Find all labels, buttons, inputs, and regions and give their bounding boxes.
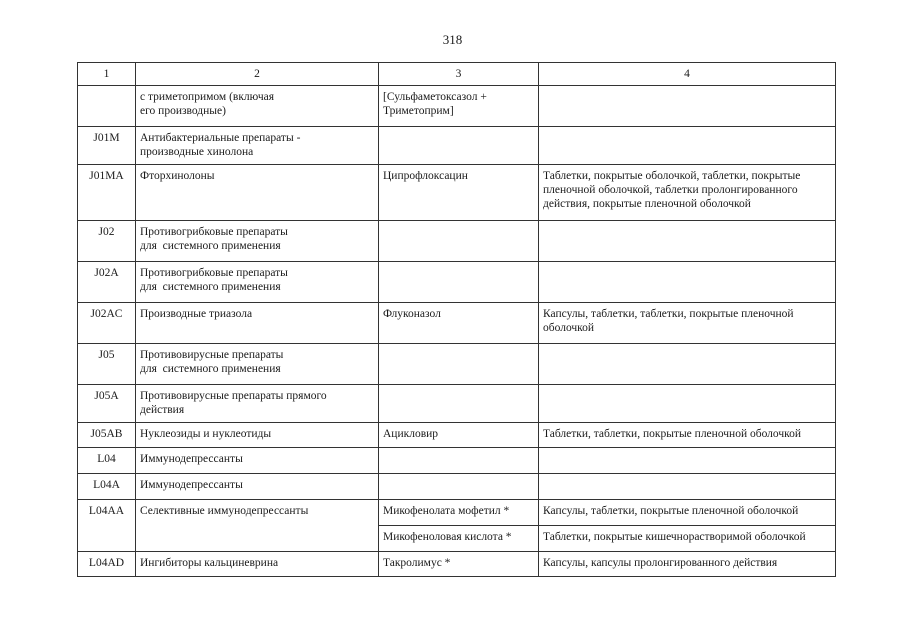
group-name-line: Противогрибковые препараты (140, 226, 288, 238)
group-name-line: действия (140, 404, 185, 416)
atc-code-cell: J05AB (78, 423, 136, 448)
table-row (78, 500, 836, 526)
dosage-form-cell (539, 86, 836, 127)
group-name-line: Иммунодепрессанты (140, 479, 243, 491)
dosage-form-cell (539, 423, 836, 448)
table-row (78, 448, 836, 474)
atc-group-name-cell (136, 448, 379, 474)
atc-group-name-cell (136, 344, 379, 385)
atc-code-cell: J02 (78, 221, 136, 262)
atc-group-name-cell (136, 165, 379, 221)
medication-table (77, 62, 836, 577)
drug-name-line: Триметоприм] (383, 105, 454, 117)
group-name-line: Противогрибковые препараты (140, 267, 288, 279)
group-name-line: производные хинолона (140, 146, 254, 158)
table-row (78, 344, 836, 385)
atc-code-cell: J05 (78, 344, 136, 385)
dosage-form-cell (539, 500, 836, 526)
drug-name-line: Такролимус * (383, 557, 451, 569)
atc-code-cell: L04AD (78, 552, 136, 577)
table-row (78, 221, 836, 262)
atc-group-name-cell (136, 221, 379, 262)
atc-code-cell: J02AC (78, 303, 136, 344)
drug-name-line: [Сульфаметоксазол + (383, 91, 487, 103)
dosage-form-cell (539, 552, 836, 577)
group-name-line: Селективные иммунодепрессанты (140, 505, 309, 517)
atc-group-name-cell (136, 86, 379, 127)
dosage-form-cell (539, 448, 836, 474)
dosage-form-cell (539, 221, 836, 262)
drug-name-cell (379, 448, 539, 474)
group-name-line: Ингибиторы кальциневрина (140, 557, 279, 569)
atc-code-cell: J05A (78, 385, 136, 423)
header-row (78, 63, 836, 86)
table-row (78, 86, 836, 127)
dosage-form-cell (539, 303, 836, 344)
group-name-line: Фторхинолоны (140, 170, 215, 182)
column-header-2: 2 (136, 63, 379, 86)
dosage-form-line: Капсулы, капсулы пролонгированного действия (543, 557, 778, 569)
drug-name-cell (379, 86, 539, 127)
atc-group-name-cell (136, 423, 379, 448)
drug-name-cell (379, 526, 539, 552)
dosage-form-line: Таблетки, покрытые кишечнорастворимой оболочкой (543, 531, 806, 543)
atc-code-cell: L04A (78, 474, 136, 500)
column-header-4: 4 (539, 63, 836, 86)
column-header-1: 1 (78, 63, 136, 86)
dosage-form-line: действия, покрытые пленочной оболочкой (543, 198, 751, 210)
atc-code-cell: L04AA (78, 500, 136, 552)
group-name-line: Антибактериальные препараты - (140, 132, 301, 144)
drug-name-cell (379, 165, 539, 221)
dosage-form-line: Таблетки, таблетки, покрытые пленочной оболочкой (543, 428, 802, 440)
drug-name-line: Ципрофлоксацин (383, 170, 468, 182)
atc-group-name-cell (136, 474, 379, 500)
dosage-form-cell (539, 385, 836, 423)
group-name-line: для системного применения (140, 363, 281, 375)
group-name-line: его производные) (140, 105, 226, 117)
drug-name-line: Микофеноловая кислота * (383, 531, 512, 543)
atc-group-name-cell (136, 127, 379, 165)
atc-group-name-cell (136, 500, 379, 552)
group-name-line: для системного применения (140, 240, 281, 252)
drug-name-cell (379, 127, 539, 165)
dosage-form-line: оболочкой (543, 322, 595, 334)
group-name-line: Противовирусные препараты (140, 349, 284, 361)
drug-name-cell (379, 423, 539, 448)
drug-name-cell (379, 344, 539, 385)
page-number: 318 (442, 32, 463, 47)
drug-name-line: Микофенолата мофетил * (383, 505, 510, 517)
group-name-line: для системного применения (140, 281, 281, 293)
table-row (78, 303, 836, 344)
table-row (78, 127, 836, 165)
drug-name-cell (379, 385, 539, 423)
table-row (78, 474, 836, 500)
group-name-line: Нуклеозиды и нуклеотиды (140, 428, 272, 440)
dosage-form-line: Капсулы, таблетки, покрытые пленочной оболочкой (543, 505, 799, 517)
drug-name-cell (379, 221, 539, 262)
atc-code-cell: J01M (78, 127, 136, 165)
table-row (78, 165, 836, 221)
dosage-form-line: Капсулы, таблетки, таблетки, покрытые пленочной (543, 308, 794, 320)
column-header-3: 3 (379, 63, 539, 86)
group-name-line: с триметопримом (включая (140, 91, 274, 103)
dosage-form-cell (539, 344, 836, 385)
atc-code-cell (78, 86, 136, 127)
drug-name-line: Ацикловир (383, 428, 439, 440)
table-row (78, 552, 836, 577)
atc-code-cell: L04 (78, 448, 136, 474)
atc-code-cell: J01MA (78, 165, 136, 221)
atc-code-cell: J02A (78, 262, 136, 303)
table-row (78, 385, 836, 423)
group-name-line: Производные триазола (140, 308, 253, 320)
drug-name-cell (379, 500, 539, 526)
dosage-form-line: Таблетки, покрытые оболочкой, таблетки, покрытые (543, 170, 801, 182)
dosage-form-cell (539, 165, 836, 221)
group-name-line: Противовирусные препараты прямого (140, 390, 327, 402)
atc-group-name-cell (136, 385, 379, 423)
table-body (78, 86, 836, 577)
dosage-form-cell (539, 526, 836, 552)
drug-name-cell (379, 474, 539, 500)
drug-name-cell (379, 262, 539, 303)
atc-group-name-cell (136, 303, 379, 344)
atc-group-name-cell (136, 552, 379, 577)
dosage-form-cell (539, 127, 836, 165)
drug-name-cell (379, 552, 539, 577)
dosage-form-cell (539, 474, 836, 500)
table-row (78, 423, 836, 448)
group-name-line: Иммунодепрессанты (140, 453, 243, 465)
drug-name-cell (379, 303, 539, 344)
dosage-form-line: пленочной оболочкой, таблетки пролонгированного (543, 184, 798, 196)
drug-name-line: Флуконазол (383, 308, 441, 320)
table-row (78, 262, 836, 303)
atc-group-name-cell (136, 262, 379, 303)
dosage-form-cell (539, 262, 836, 303)
